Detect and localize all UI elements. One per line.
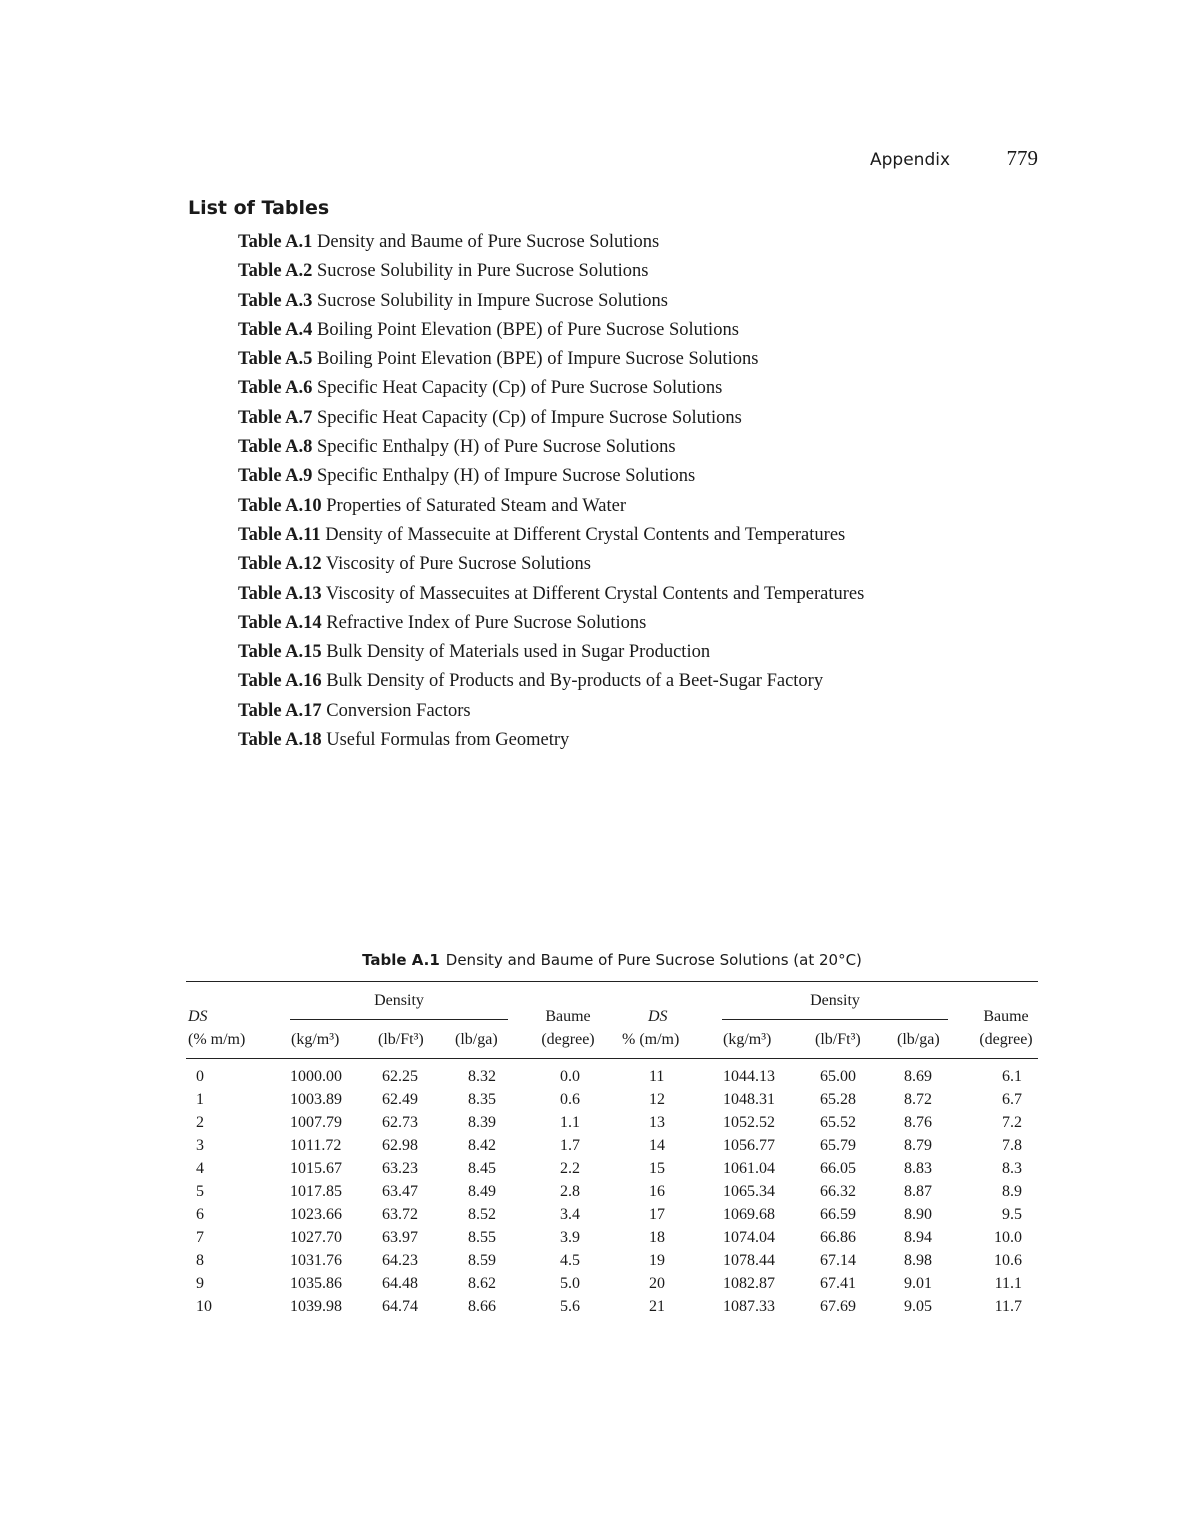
table-number: Table A.8 (238, 437, 313, 458)
table-row (0, 1091, 1200, 1114)
header-degree-left: (degree) (541, 1031, 595, 1048)
cell-ds-right: 17 (649, 1206, 665, 1223)
table-number: Table A.15 (238, 642, 322, 663)
cell-baume-left: 0.0 (560, 1068, 580, 1085)
cell-kgm3-left: 1039.98 (290, 1298, 342, 1315)
cell-ds-left: 1 (196, 1091, 204, 1108)
cell-baume-right: 11.7 (994, 1298, 1022, 1315)
table-row (0, 1183, 1200, 1206)
list-of-tables-item (238, 494, 864, 523)
cell-lbga-left: 8.42 (468, 1137, 496, 1154)
cell-ds-left: 8 (196, 1252, 204, 1269)
cell-lbft3-right: 66.32 (820, 1183, 856, 1200)
table-number: Table A.12 (238, 554, 322, 575)
table-title: Viscosity of Massecuites at Different Crystal Contents and Temperatures (325, 583, 865, 604)
cell-kgm3-right: 1061.04 (723, 1160, 775, 1177)
list-of-tables-item (238, 230, 864, 259)
list-of-tables-item (238, 376, 864, 405)
list-of-tables-item (238, 318, 864, 347)
cell-lbga-left: 8.32 (468, 1068, 496, 1085)
cell-baume-right: 7.8 (1002, 1137, 1022, 1154)
cell-lbga-left: 8.59 (468, 1252, 496, 1269)
header-baume-right: Baume (983, 1008, 1029, 1025)
cell-baume-left: 5.6 (560, 1298, 580, 1315)
header-lbga-right: (lb/ga) (897, 1031, 940, 1048)
table-title: Boiling Point Elevation (BPE) of Pure Sucrose Solutions (317, 319, 739, 340)
running-head (860, 146, 1040, 174)
list-of-tables-item (238, 669, 864, 698)
cell-ds-right: 16 (649, 1183, 665, 1200)
list-of-tables-item (238, 523, 864, 552)
table-row (0, 1137, 1200, 1160)
cell-kgm3-right: 1074.04 (723, 1229, 775, 1246)
table-number: Table A.11 (238, 524, 321, 545)
cell-ds-left: 2 (196, 1114, 204, 1131)
list-of-tables-item (238, 435, 864, 464)
table-top-rule (186, 981, 1038, 982)
table-row (0, 1252, 1200, 1275)
cell-kgm3-left: 1015.67 (290, 1160, 342, 1177)
cell-lbga-right: 8.90 (904, 1206, 932, 1223)
list-of-tables-item (238, 640, 864, 669)
cell-kgm3-left: 1023.66 (290, 1206, 342, 1223)
cell-baume-left: 1.1 (560, 1114, 580, 1131)
list-of-tables-heading: List of Tables (188, 197, 330, 219)
cell-ds-right: 13 (649, 1114, 665, 1131)
table-title: Density of Massecuite at Different Crystal Contents and Temperatures (325, 524, 846, 545)
cell-lbft3-right: 65.79 (820, 1137, 856, 1154)
header-lbft3-right: (lb/Ft³) (815, 1031, 861, 1048)
header-kgm3-right: (kg/m³) (723, 1031, 772, 1048)
cell-lbga-right: 8.83 (904, 1160, 932, 1177)
cell-lbga-right: 8.87 (904, 1183, 932, 1200)
table-number: Table A.4 (238, 319, 313, 340)
cell-kgm3-left: 1003.89 (290, 1091, 342, 1108)
cell-kgm3-left: 1017.85 (290, 1183, 342, 1200)
cell-lbft3-left: 63.72 (382, 1206, 418, 1223)
cell-lbga-left: 8.35 (468, 1091, 496, 1108)
cell-lbga-right: 9.01 (904, 1275, 932, 1292)
cell-kgm3-left: 1035.86 (290, 1275, 342, 1292)
header-lbft3-left: (lb/Ft³) (378, 1031, 424, 1048)
cell-lbga-left: 8.45 (468, 1160, 496, 1177)
cell-ds-left: 9 (196, 1275, 204, 1292)
table-header-rule (186, 1058, 1038, 1059)
cell-lbga-left: 8.62 (468, 1275, 496, 1292)
cell-lbga-left: 8.55 (468, 1229, 496, 1246)
cell-lbft3-left: 63.23 (382, 1160, 418, 1177)
table-title: Conversion Factors (326, 700, 471, 721)
cell-baume-right: 8.9 (1002, 1183, 1022, 1200)
table-number: Table A.7 (238, 407, 313, 428)
cell-lbga-right: 8.72 (904, 1091, 932, 1108)
cell-lbft3-right: 65.00 (820, 1068, 856, 1085)
cell-kgm3-left: 1011.72 (290, 1137, 342, 1154)
cell-kgm3-right: 1048.31 (723, 1091, 775, 1108)
table-row (0, 1114, 1200, 1137)
table-number: Table A.5 (238, 349, 313, 370)
cell-ds-left: 10 (196, 1298, 212, 1315)
cell-ds-left: 7 (196, 1229, 204, 1246)
list-of-tables-item (238, 582, 864, 611)
table-title: Density and Baume of Pure Sucrose Solutions (317, 232, 660, 252)
cell-kgm3-left: 1031.76 (290, 1252, 342, 1269)
table-number: Table A.17 (238, 700, 322, 721)
list-of-tables-item (238, 552, 864, 581)
header-ds-unit-right: % (m/m) (622, 1031, 680, 1048)
table-caption-number: Table A.1 (362, 951, 440, 969)
table-caption-text: Density and Baume of Pure Sucrose Solutions (at 20°C) (445, 951, 862, 969)
table-number: Table A.1 (238, 232, 313, 252)
table-title: Sucrose Solubility in Pure Sucrose Solutions (317, 261, 649, 282)
table-row (0, 1068, 1200, 1091)
header-degree-right: (degree) (979, 1031, 1033, 1048)
cell-lbga-right: 8.69 (904, 1068, 932, 1085)
cell-lbga-right: 8.94 (904, 1229, 932, 1246)
table-row (0, 1298, 1200, 1321)
table-row (0, 1275, 1200, 1298)
cell-lbga-left: 8.39 (468, 1114, 496, 1131)
list-of-tables-item (238, 611, 864, 640)
cell-ds-right: 21 (649, 1298, 665, 1315)
cell-ds-right: 18 (649, 1229, 665, 1246)
cell-baume-left: 3.4 (560, 1206, 580, 1223)
cell-lbft3-right: 65.52 (820, 1114, 856, 1131)
table-title: Properties of Saturated Steam and Water (326, 495, 626, 516)
cell-baume-right: 9.5 (1002, 1206, 1022, 1223)
table-number: Table A.16 (238, 671, 322, 692)
table-number: Table A.6 (238, 378, 313, 399)
cell-baume-left: 2.8 (560, 1183, 580, 1200)
cell-lbft3-right: 66.59 (820, 1206, 856, 1223)
list-of-tables-item (238, 728, 864, 757)
cell-baume-left: 5.0 (560, 1275, 580, 1292)
page-number: 779 (1006, 146, 1038, 170)
cell-baume-right: 10.0 (994, 1229, 1022, 1246)
cell-baume-left: 0.6 (560, 1091, 580, 1108)
density-right-rule (722, 1019, 948, 1020)
cell-lbga-right: 8.98 (904, 1252, 932, 1269)
header-ds-left: DS (188, 1008, 208, 1025)
table-title: Viscosity of Pure Sucrose Solutions (325, 554, 592, 575)
cell-kgm3-right: 1082.87 (723, 1275, 775, 1292)
cell-ds-right: 14 (649, 1137, 665, 1154)
table-title: Sucrose Solubility in Impure Sucrose Solutions (317, 290, 668, 311)
cell-kgm3-right: 1056.77 (723, 1137, 775, 1154)
table-title: Specific Heat Capacity (Cp) of Impure Sucrose Solutions (317, 407, 742, 428)
cell-baume-right: 7.2 (1002, 1114, 1022, 1131)
cell-lbft3-right: 66.86 (820, 1229, 856, 1246)
table-number: Table A.9 (238, 466, 313, 487)
cell-lbft3-right: 66.05 (820, 1160, 856, 1177)
cell-kgm3-left: 1027.70 (290, 1229, 342, 1246)
table-number: Table A.2 (238, 261, 313, 282)
cell-lbft3-left: 64.23 (382, 1252, 418, 1269)
header-kgm3-left: (kg/m³) (291, 1031, 340, 1048)
cell-lbft3-left: 64.48 (382, 1275, 418, 1292)
table-title: Boiling Point Elevation (BPE) of Impure Sucrose Solutions (317, 349, 759, 370)
table-title: Bulk Density of Materials used in Sugar Production (326, 642, 711, 663)
cell-ds-left: 6 (196, 1206, 204, 1223)
cell-ds-right: 15 (649, 1160, 665, 1177)
section-name: Appendix (870, 150, 951, 170)
table-number: Table A.13 (238, 583, 322, 604)
cell-lbft3-left: 64.74 (382, 1298, 418, 1315)
header-lbga-left: (lb/ga) (455, 1031, 498, 1048)
cell-baume-left: 4.5 (560, 1252, 580, 1269)
cell-ds-left: 3 (196, 1137, 204, 1154)
cell-lbft3-right: 65.28 (820, 1091, 856, 1108)
cell-baume-right: 11.1 (994, 1275, 1022, 1292)
list-of-tables-item (238, 347, 864, 376)
table-number: Table A.18 (238, 730, 322, 751)
density-left-rule (290, 1019, 508, 1020)
cell-kgm3-right: 1087.33 (723, 1298, 775, 1315)
table-row (0, 1229, 1200, 1252)
cell-ds-right: 20 (649, 1275, 665, 1292)
header-baume-left: Baume (545, 1008, 591, 1025)
cell-lbft3-left: 63.47 (382, 1183, 418, 1200)
cell-lbft3-right: 67.41 (820, 1275, 856, 1292)
cell-baume-right: 6.7 (1002, 1091, 1022, 1108)
cell-kgm3-right: 1052.52 (723, 1114, 775, 1131)
list-of-tables-item (238, 259, 864, 288)
table-row (0, 1206, 1200, 1229)
cell-kgm3-right: 1078.44 (723, 1252, 775, 1269)
table-number: Table A.14 (238, 612, 322, 633)
list-of-tables-item (238, 406, 864, 435)
cell-lbga-right: 8.76 (904, 1114, 932, 1131)
cell-ds-left: 4 (196, 1160, 204, 1177)
cell-baume-right: 8.3 (1002, 1160, 1022, 1177)
cell-lbga-right: 9.05 (904, 1298, 932, 1315)
cell-kgm3-right: 1044.13 (723, 1068, 775, 1085)
cell-ds-right: 19 (649, 1252, 665, 1269)
cell-lbft3-left: 62.98 (382, 1137, 418, 1154)
table-title: Useful Formulas from Geometry (326, 730, 570, 751)
table-number: Table A.10 (238, 495, 322, 516)
cell-lbga-right: 8.79 (904, 1137, 932, 1154)
table-title: Specific Heat Capacity (Cp) of Pure Sucrose Solutions (317, 378, 723, 399)
cell-kgm3-right: 1069.68 (723, 1206, 775, 1223)
cell-lbft3-right: 67.14 (820, 1252, 856, 1269)
cell-baume-right: 6.1 (1002, 1068, 1022, 1085)
cell-lbft3-left: 62.73 (382, 1114, 418, 1131)
cell-lbft3-left: 62.25 (382, 1068, 418, 1085)
list-of-tables (238, 230, 864, 757)
cell-baume-left: 2.2 (560, 1160, 580, 1177)
header-ds-unit-left: (% m/m) (188, 1031, 246, 1048)
cell-lbga-left: 8.49 (468, 1183, 496, 1200)
cell-ds-left: 0 (196, 1068, 204, 1085)
table-title: Specific Enthalpy (H) of Impure Sucrose Solutions (317, 466, 696, 487)
cell-kgm3-left: 1000.00 (290, 1068, 342, 1085)
cell-baume-right: 10.6 (994, 1252, 1022, 1269)
cell-ds-left: 5 (196, 1183, 204, 1200)
header-density-right: Density (810, 992, 860, 1009)
table-title: Specific Enthalpy (H) of Pure Sucrose Solutions (317, 437, 676, 458)
cell-lbft3-right: 67.69 (820, 1298, 856, 1315)
list-of-tables-item (238, 289, 864, 318)
table-caption (186, 951, 1038, 969)
cell-baume-left: 3.9 (560, 1229, 580, 1246)
cell-lbga-left: 8.66 (468, 1298, 496, 1315)
cell-lbft3-left: 63.97 (382, 1229, 418, 1246)
header-density-left: Density (374, 992, 424, 1009)
cell-kgm3-left: 1007.79 (290, 1114, 342, 1131)
list-of-tables-item (238, 464, 864, 493)
header-ds-right: DS (648, 1008, 668, 1025)
cell-lbft3-left: 62.49 (382, 1091, 418, 1108)
cell-ds-right: 11 (649, 1068, 665, 1085)
list-of-tables-item (238, 699, 864, 728)
cell-baume-left: 1.7 (560, 1137, 580, 1154)
table-title: Refractive Index of Pure Sucrose Solutions (326, 612, 647, 633)
table-row (0, 1160, 1200, 1183)
cell-kgm3-right: 1065.34 (723, 1183, 775, 1200)
cell-lbga-left: 8.52 (468, 1206, 496, 1223)
cell-ds-right: 12 (649, 1091, 665, 1108)
table-title: Bulk Density of Products and By-products of a Beet-Sugar Factory (326, 671, 824, 692)
table-number: Table A.3 (238, 290, 313, 311)
